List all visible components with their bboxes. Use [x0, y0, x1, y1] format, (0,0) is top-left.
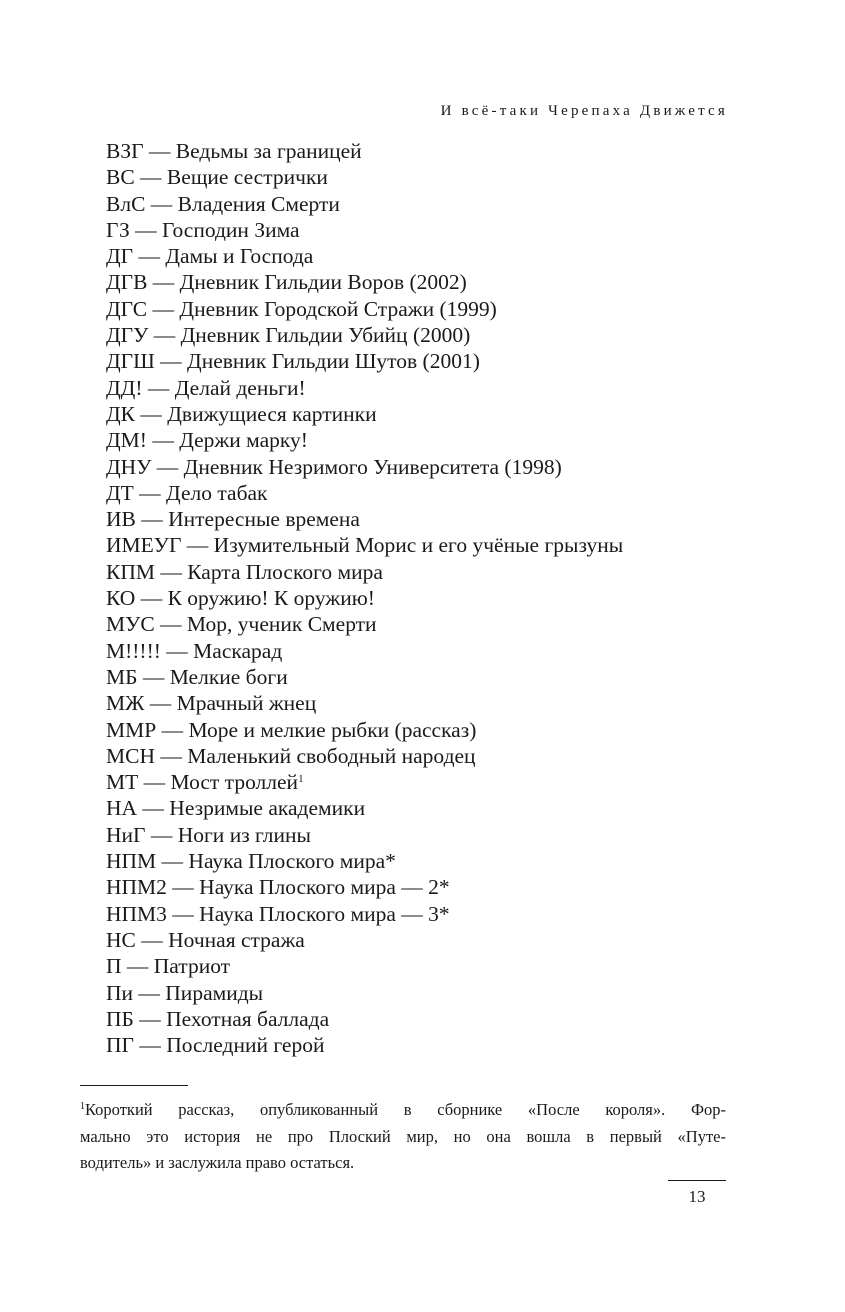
list-item: ДД! — Делай деньги!	[106, 375, 306, 400]
list-item: ИМЕУГ — Изумительный Морис и его учёные грызуны	[106, 533, 624, 558]
list-item: НС — Ночная стража	[106, 927, 305, 952]
list-item: НА — Незримые академики	[106, 796, 366, 821]
list-item: ДТ — Дело табак	[106, 480, 268, 505]
footnote-line: водитель» и заслужила право остаться.	[80, 1153, 355, 1172]
footnote-line: $^1$Короткий рассказ, опубликованный в сборнике «После короля». Фор-	[80, 1100, 726, 1119]
list-item: ГЗ — Господин Зима	[106, 217, 300, 242]
list-item: ММР — Море и мелкие рыбки (рассказ)	[106, 717, 477, 742]
list-item: ДГ — Дамы и Господа	[106, 244, 314, 269]
list-item: ДК — Движущиеся картинки	[106, 401, 377, 426]
list-item: М!!!!! — Маскарад	[106, 638, 283, 663]
list-item: ВЗГ — Ведьмы за границей	[106, 139, 362, 163]
list-item: НПМ2 — Наука Плоского мира — 2*	[106, 875, 450, 900]
footnote-reference[interactable]: 1	[298, 773, 304, 786]
list-item: МУС — Мор, ученик Смерти	[106, 612, 377, 637]
page-number: 13	[688, 1187, 706, 1206]
list-item: ДМ! — Держи марку!	[106, 428, 308, 453]
list-item: ДГВ — Дневник Гильдии Воров (2002)	[106, 270, 467, 295]
list-item: МБ — Мелкие боги	[106, 664, 288, 689]
list-item: МТ — Мост троллей$^1$	[106, 770, 304, 795]
running-head: И всё-таки Черепаха Движется	[440, 103, 728, 119]
list-item: ИВ — Интересные времена	[106, 507, 360, 532]
footnote-line: мально это история не про Плоский мир, но она вошла в первый «Путе-	[80, 1126, 726, 1146]
footnote	[80, 1097, 726, 1177]
list-item: КО — К оружию! К оружию!	[106, 586, 375, 611]
abbreviation-list	[106, 138, 623, 1058]
list-item: КПМ — Карта Плоского мира	[106, 559, 383, 584]
list-item: ПГ — Последний герой	[106, 1033, 325, 1058]
footnote-marker: 1	[80, 1101, 85, 1112]
page-number-divider	[668, 1180, 726, 1181]
list-item: Пи — Пирамиды	[106, 980, 264, 1005]
list-item: НПМ — Наука Плоского мира*	[106, 849, 396, 874]
list-item: ДНУ — Дневник Незримого Университета (1998)	[106, 454, 562, 479]
footnote-divider	[80, 1085, 188, 1086]
list-item: ВС — Вещие сестрички	[106, 165, 328, 190]
list-item: НПМ3 — Наука Плоского мира — 3*	[106, 901, 450, 926]
list-item: МЖ — Мрачный жнец	[106, 691, 317, 716]
list-item: П — Патриот	[106, 954, 231, 979]
list-item: ДГУ — Дневник Гильдии Убийц (2000)	[106, 323, 471, 348]
list-item: ПБ — Пехотная баллада	[106, 1006, 330, 1031]
list-item: НиГ — Ноги из глины	[106, 822, 311, 847]
list-item: МСН — Маленький свободный народец	[106, 743, 476, 768]
list-item: ДГС — Дневник Городской Стражи (1999)	[106, 296, 497, 321]
list-item: ДГШ — Дневник Гильдии Шутов (2001)	[106, 349, 480, 374]
list-item: ВлС — Владения Смерти	[106, 191, 340, 216]
